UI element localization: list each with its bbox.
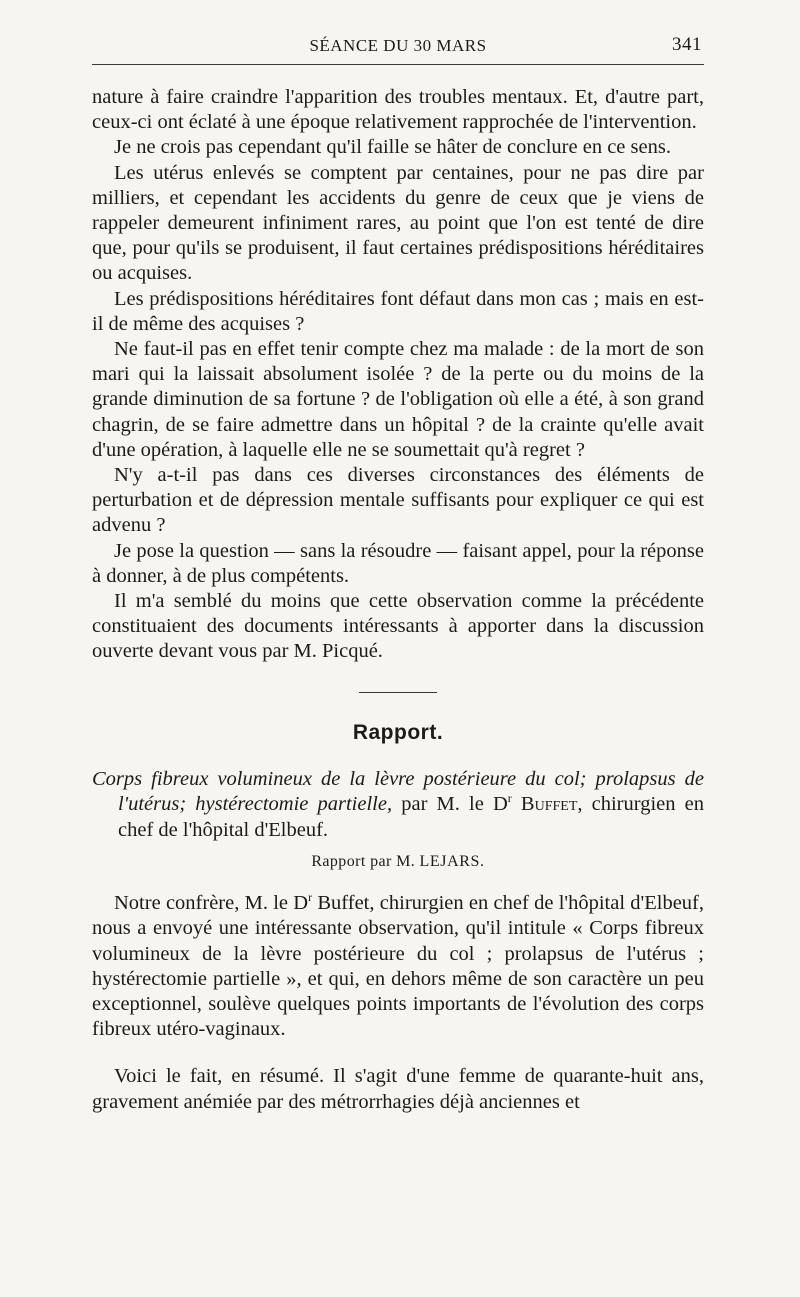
- body-text: [92, 85, 704, 665]
- paragraph: Il m'a semblé du moins que cette observation comme la précédente constituaient des documents intéressants à apporter dans la discussion ouverte devant vous par M. Picqué.: [92, 590, 704, 663]
- paragraph: nature à faire craindre l'apparition des troubles mentaux. Et, d'autre part, ceux-ci ont éclaté à une époque relativement rapprochée de l'intervention.: [92, 86, 704, 134]
- report-p1-sup: r: [308, 890, 313, 905]
- report-p1-start: Notre confrère, M. le D: [114, 892, 309, 915]
- report-body: [92, 891, 704, 1115]
- report-title-by: par M. le D: [401, 793, 508, 816]
- section-divider: [359, 692, 437, 693]
- header-title: SÉANCE DU 30 MARS: [309, 36, 487, 55]
- report-title-italic: Corps fibreux volumineux de la lèvre postérieure du col; prolapsus de l'utérus; hystérectomie partielle,: [92, 767, 704, 816]
- rapporteur-name: LEJARS.: [419, 853, 485, 871]
- report-title: [92, 767, 704, 844]
- report-title-sup: r: [507, 791, 512, 806]
- rapporteur-line: [92, 853, 704, 871]
- paragraph: Les utérus enlevés se comptent par centaines, pour ne pas dire par milliers, et cependant les accidents du genre de ceux que je viens de rappeler demeurent infiniment rares, au point que l'on est tenté de dire que, pour qu'ils se produisent, il faut certaines prédispositions héréditaires ou acquises.: [92, 161, 704, 285]
- page: [92, 30, 704, 1115]
- page-number: 341: [672, 34, 702, 55]
- report-title-author: Buffet: [520, 793, 578, 816]
- rapporteur-prefix: Rapport par M.: [311, 853, 416, 871]
- running-header: [92, 30, 704, 65]
- report-title-rest: , chirurgien en chef de l'hôpital d'Elbeuf.: [118, 793, 704, 841]
- paragraph: Je ne crois pas cependant qu'il faille se hâter de conclure en ce sens.: [114, 136, 671, 159]
- section-heading: Rapport.: [352, 720, 444, 744]
- paragraph: Je pose la question — sans la résoudre — faisant appel, pour la réponse à donner, à de plus compétents.: [92, 539, 704, 587]
- paragraph: Les prédispositions héréditaires font défaut dans mon cas ; mais en est-il de même des acquises ?: [92, 287, 704, 335]
- paragraph: [92, 891, 704, 1042]
- paragraph: N'y a-t-il pas dans ces diverses circonstances des éléments de perturbation et de dépression mentale suffisants pour expliquer ce qui est advenu ?: [92, 464, 704, 537]
- paragraph: Ne faut-il pas en effet tenir compte chez ma malade : de la mort de son mari qui la laissait absolument isolée ? de la perte ou du moins de la grande diminution de sa fortune ? de l'obligation où elle a été, à son grand chagrin, de se faire admettre dans un hôpital ? de la crainte qu'elle avait d'une opération, à laquelle elle ne se soumettait qu'à regret ?: [92, 338, 704, 461]
- paragraph: Voici le fait, en résumé. Il s'agit d'une femme de quarante-huit ans, gravement anémiée par des métrorrhagies déjà anciennes et: [92, 1065, 704, 1113]
- report-p1-rest: Buffet, chirurgien en chef de l'hôpital d'Elbeuf, nous a envoyé une intéressante observation, qu'il intitule « Corps fibreux volumineux de la lèvre postérieure du col ; prolapsus de l'utérus ; hystérectomie partielle », et qui, en dehors même de son caractère un peu exceptionnel, soulève quelques points importants de l'évolution des corps fibreux utéro-vaginaux.: [92, 892, 704, 1041]
